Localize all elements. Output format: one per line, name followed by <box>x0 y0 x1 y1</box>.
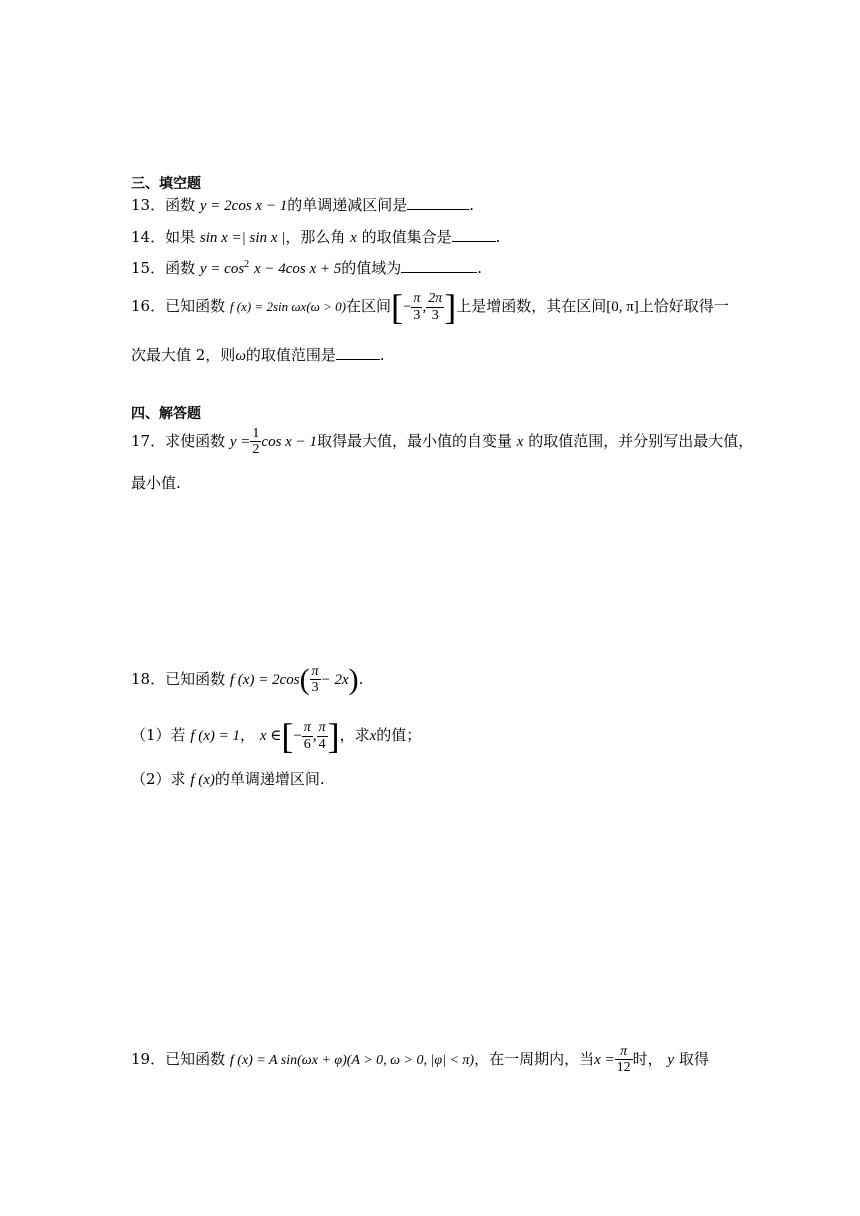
formula: x ∈ <box>259 728 282 744</box>
formula: f (x) = 2sin ωx(ω > 0) <box>229 299 346 314</box>
formula: [0, π] <box>606 299 639 315</box>
question-text: 的取值范围，并分别写出最大值， <box>528 431 754 450</box>
question-13 <box>131 197 474 214</box>
question-18 <box>131 664 363 696</box>
right-bracket: ] <box>444 287 457 327</box>
variable: x <box>350 230 357 246</box>
question-text: ，那么角 <box>285 228 346 246</box>
fraction: $\frac{\pi}{6}$ <box>303 720 311 752</box>
fraction: $\frac{\pi}{3}$ <box>311 664 319 696</box>
answer-blank[interactable] <box>407 197 469 210</box>
part-label: （1）若 <box>131 726 186 744</box>
question-text: 已知函数 <box>165 297 226 315</box>
question-17-line-2: 最小值. <box>131 474 181 492</box>
question-text: 在区间 <box>345 297 391 315</box>
question-text: 的值域为 <box>341 259 402 277</box>
answer-blank[interactable] <box>401 260 477 273</box>
question-text: 的单调递减区间是 <box>287 196 408 214</box>
exponent: 2 <box>244 259 250 270</box>
formula: y = cos <box>199 261 245 277</box>
period: . <box>469 196 474 214</box>
question-number: 14． <box>131 228 166 246</box>
question-17 <box>131 426 753 458</box>
variable: x <box>516 433 524 450</box>
formula: f (x) = 1 <box>190 728 241 744</box>
question-18-part-1: （1）若 f (x) = 1， x ∈[− $\frac{\pi}{6}$ , $\frac{\pi}{4}$ ]，求x的值； <box>131 716 422 756</box>
question-number: 18． <box>131 669 166 688</box>
formula: y = <box>229 433 251 450</box>
question-text: 的取值集合是 <box>361 228 452 246</box>
period: . <box>358 669 364 688</box>
fraction: $\frac{\pi}{12}$ <box>616 1044 631 1076</box>
question-text: 时， <box>632 1049 663 1068</box>
question-text: 函数 <box>165 259 196 277</box>
variable: y <box>667 1051 675 1068</box>
formula: sin x =| sin x | <box>199 230 286 246</box>
answer-blank[interactable] <box>452 229 496 242</box>
period: . <box>477 259 483 277</box>
question-text: 函数 <box>165 196 196 214</box>
question-text: 已知函数 <box>165 1049 226 1068</box>
question-number: 15． <box>131 259 166 277</box>
formula: x = <box>594 1051 615 1068</box>
variable: x <box>369 728 377 744</box>
section-heading-answers: 四、解答题 <box>131 406 201 422</box>
question-text: 的值； <box>376 726 422 744</box>
formula: y = 2cos x − 1 <box>199 198 288 214</box>
fraction: $\frac{2\pi}{3}$ <box>428 291 443 323</box>
question-18-part-2 <box>131 772 325 788</box>
question-19 <box>131 1044 709 1076</box>
fraction: $\frac{1}{2}$ <box>252 426 260 458</box>
period: . <box>495 228 501 246</box>
section-heading-fill-in: 三、填空题 <box>131 176 201 192</box>
punctuation: ， <box>240 726 256 744</box>
minus-sign: − <box>293 728 302 744</box>
formula: cos x − 1 <box>261 433 317 450</box>
question-14 <box>131 229 500 246</box>
question-text: 的取值范围是 <box>245 346 336 364</box>
left-paren: ( <box>299 662 310 696</box>
formula: x − 4cos x + 5 <box>253 261 342 277</box>
question-16: 16．已知函数 f (x) = 2sin ωx(ω > 0)在区间[− $\frac{\pi}{3}$ , $\frac{2\pi}{3}$ ]上是增函数，其在区间[0, π]上恰好取得一 <box>131 287 729 327</box>
question-text: 求使函数 <box>165 431 226 450</box>
formula: f (x) = A sin(ωx + φ)(A > 0, ω > 0, |φ| < π) <box>229 1052 475 1068</box>
question-number: 16． <box>131 297 166 315</box>
question-16-line-2 <box>131 347 385 364</box>
part-label: （2）求 <box>131 770 186 788</box>
right-bracket: ] <box>327 716 340 756</box>
question-text: 如果 <box>165 228 196 246</box>
left-bracket: [ <box>390 287 403 327</box>
formula: f (x) = 2cos <box>229 671 300 688</box>
left-bracket: [ <box>281 716 294 756</box>
question-text: 次最大值 2，则 <box>131 346 236 364</box>
question-text: 已知函数 <box>165 669 226 688</box>
fraction: $\frac{\pi}{3}$ <box>413 291 421 323</box>
formula: f (x) <box>190 772 215 788</box>
question-number: 19． <box>131 1049 166 1068</box>
question-text: 上恰好取得一 <box>638 297 729 315</box>
question-number: 13． <box>131 196 166 214</box>
question-text: 取得最大值，最小值的自变量 <box>316 431 512 450</box>
question-text: 上是增函数，其在区间 <box>456 297 607 315</box>
formula: − 2x <box>320 671 349 688</box>
question-text: 取得 <box>678 1049 709 1068</box>
question-number: 17． <box>131 431 166 450</box>
question-15 <box>131 260 482 277</box>
question-text: ，求 <box>339 726 370 744</box>
fraction: $\frac{\pi}{4}$ <box>318 720 326 752</box>
right-paren: ) <box>348 662 359 696</box>
question-text: 的单调递增区间. <box>214 770 325 788</box>
minus-sign: − <box>402 299 412 315</box>
question-text: ，在一周期内，当 <box>474 1049 595 1068</box>
variable: ω <box>235 348 246 364</box>
period: . <box>379 346 385 364</box>
answer-blank[interactable] <box>336 347 380 360</box>
